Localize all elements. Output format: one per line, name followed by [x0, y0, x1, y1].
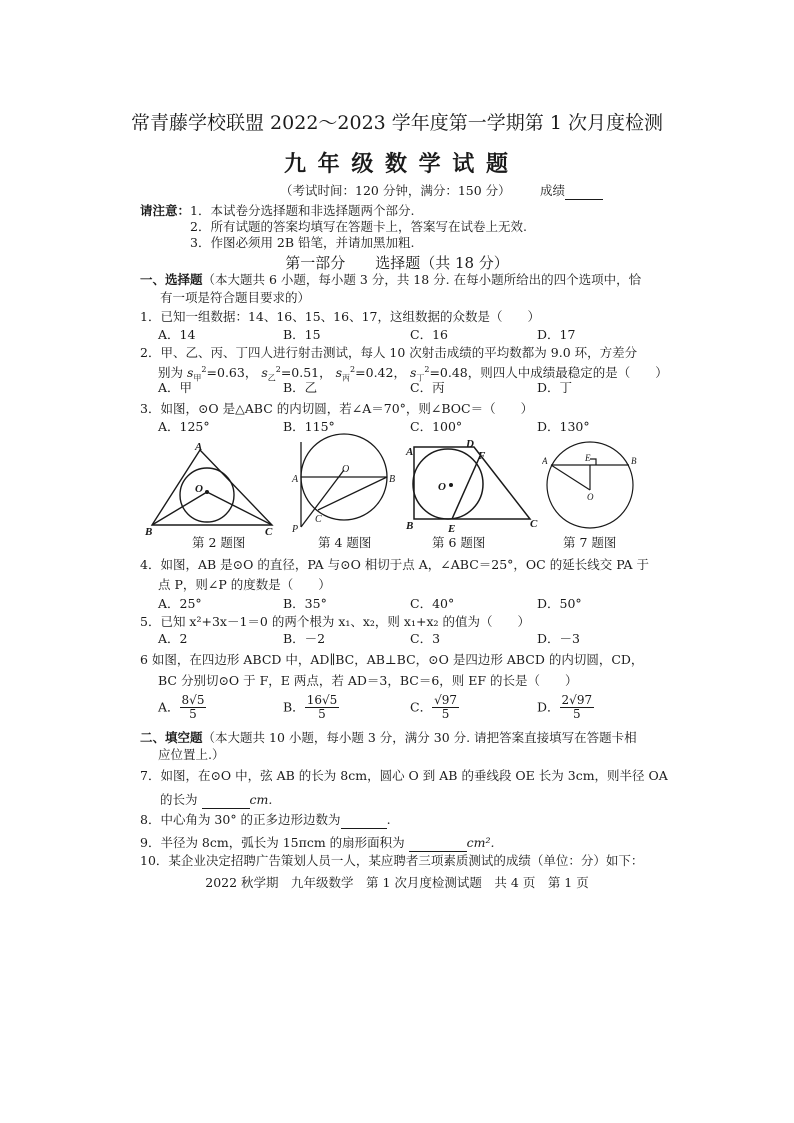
- figure-caption: 第 2 题图: [192, 535, 246, 550]
- option: [410, 694, 459, 721]
- var-sq: 2: [275, 365, 281, 374]
- figure-caption: 第 4 题图: [318, 535, 372, 550]
- q1-stem: 1．已知一组数据：14、16、15、16、17，这组数据的众数是（ ）: [140, 309, 540, 324]
- q6-stem: 6 如图，在四边形 ABCD 中，AD∥BC，AB⊥BC，⊙O 是四边形 ABCD 的内切圆，CD，: [140, 652, 644, 667]
- q9-stem: [140, 835, 494, 852]
- option-letter: D．: [537, 699, 560, 715]
- option: D．丁: [537, 380, 573, 395]
- section-label: 二、填空题: [140, 730, 203, 745]
- q9-unit: cm².: [466, 835, 495, 850]
- option: B．15: [283, 327, 321, 342]
- q5-stem: 5．已知 x²+3x－1＝0 的两个根为 x₁、x₂，则 x₁+x₂ 的值为（ ）: [140, 614, 530, 629]
- fraction: [432, 694, 459, 721]
- label-o: O: [342, 464, 350, 475]
- incircle: [180, 468, 234, 522]
- option-letter: A．: [158, 699, 180, 715]
- q10-stem: 10．某企业决定招聘广告策划人员一人，某应聘者三项素质测试的成绩（单位：分）如下：: [140, 853, 644, 868]
- q8-stem: [140, 812, 391, 829]
- figure-caption: 第 6 题图: [432, 535, 486, 550]
- answer-blank: [341, 812, 387, 829]
- q2-prefix: 别为: [158, 365, 184, 381]
- option: A．甲: [158, 380, 193, 395]
- label-f: F: [478, 450, 486, 462]
- option-letter: C．: [410, 699, 433, 715]
- fraction-denominator: 5: [441, 707, 450, 721]
- right-angle-mark: [590, 459, 596, 465]
- option: C．丙: [410, 380, 445, 395]
- option: [158, 694, 206, 721]
- part1-section: [140, 272, 641, 288]
- var-sub: 丁: [416, 373, 425, 383]
- label-c: C: [265, 526, 273, 538]
- option: A．2: [158, 631, 188, 646]
- option: A．25°: [158, 596, 202, 611]
- label-a: A: [292, 474, 299, 485]
- fraction-numerator: √97: [434, 693, 457, 707]
- label-a: A: [195, 441, 203, 453]
- fraction-denominator: 5: [318, 707, 326, 721]
- option: B．－2: [283, 631, 326, 646]
- option: D．－3: [537, 631, 580, 646]
- answer-blank: [409, 835, 467, 852]
- q7-text: 的长为: [160, 792, 198, 807]
- option: B．115°: [283, 419, 335, 434]
- fraction: [305, 694, 340, 721]
- var-sq: 2: [350, 365, 356, 374]
- q3-stem: 3．如图，⊙O 是△ABC 的内切圆，若∠A＝70°，则∠BOC＝（ ）: [140, 401, 534, 416]
- q4-stem-cont: 点 P，则∠P 的度数是（ ）: [158, 577, 331, 592]
- figure-4: [288, 432, 400, 542]
- q6-stem-cont: BC 分别切⊙O 于 F，E 两点，若 AD＝3，BC＝6，则 EF 的长是（ ）: [158, 673, 578, 688]
- option: A．14: [158, 327, 196, 342]
- var-symbol: s: [335, 365, 343, 381]
- label-a: A: [542, 456, 548, 466]
- q4-stem: 4．如图，AB 是⊙O 的直径，PA 与⊙O 相切于点 A，∠ABC＝25°，OC 的延长线交 PA 于: [140, 557, 649, 572]
- var-sub: 甲: [193, 373, 202, 383]
- q7-unit: cm.: [249, 792, 273, 807]
- exam-title: 九 年 级 数 学 试 题: [284, 152, 510, 177]
- note-item: 2．所有试题的答案均填写在答题卡上，答案写在试卷上无效.: [190, 219, 527, 234]
- label-o: O: [587, 492, 594, 502]
- option: [537, 694, 594, 721]
- label-d: D: [466, 438, 474, 450]
- section-desc-cont: 有一项是符合题目要求的）: [160, 290, 311, 305]
- answer-blank: [202, 792, 250, 809]
- var-value: =0.48，则四人中成绩最稳定的是（ ）: [429, 365, 668, 381]
- part1-heading: 第一部分 选择题（共 18 分）: [285, 254, 509, 272]
- label-p: P: [292, 524, 299, 535]
- label-c: C: [530, 518, 538, 530]
- score-label-text: 成绩: [540, 183, 566, 198]
- option: B．35°: [283, 596, 327, 611]
- option: D．130°: [537, 419, 590, 434]
- exam-info: （考试时间：120 分钟，满分：150 分）: [280, 183, 511, 198]
- option: D．17: [537, 327, 576, 342]
- fraction-numerator: 2√97: [561, 693, 593, 707]
- var-symbol: s: [187, 365, 194, 381]
- q2-stem: 2．甲、乙、丙、丁四人进行射击测试，每人 10 次射击成绩的平均数都为 9.0 环，方差分: [140, 345, 638, 360]
- label-b: B: [389, 474, 396, 485]
- option-letter: B．: [283, 699, 305, 715]
- fraction-denominator: 5: [189, 707, 197, 721]
- segment-ef: [452, 456, 480, 519]
- note-item: 1．本试卷分选择题和非选择题两个部分.: [190, 203, 415, 218]
- q9-text: 9．半径为 8cm，弧长为 15πcm 的扇形面积为: [140, 835, 405, 850]
- q8-end: .: [386, 812, 391, 827]
- notes-label: 请注意：: [140, 203, 191, 218]
- label-c: C: [315, 514, 322, 525]
- var-sq: 2: [424, 365, 430, 374]
- figure-2: [140, 440, 285, 550]
- label-o: O: [438, 481, 446, 493]
- section-desc: （本大题共 10 小题，每小题 3 分，满分 30 分. 请把答案直接填写在答题卡相: [202, 730, 637, 745]
- q7-stem: 7．如图，在⊙O 中，弦 AB 的长为 8cm，圆心 O 到 AB 的垂线段 OE 长为 3cm，则半径 OA: [140, 768, 668, 783]
- score-blank: [565, 183, 603, 200]
- figure-caption: 第 7 题图: [563, 535, 617, 550]
- incircle: [413, 449, 483, 519]
- center-dot: [205, 490, 209, 494]
- q8-text: 8．中心角为 30° 的正多边形边数为: [140, 812, 341, 827]
- var-sq: 2: [201, 365, 207, 374]
- label-e: E: [585, 453, 591, 463]
- option: C．100°: [410, 419, 463, 434]
- var-symbol: s: [261, 365, 268, 381]
- q7-stem-cont: [160, 792, 272, 809]
- label-b: B: [631, 456, 637, 466]
- center-dot: [449, 483, 453, 487]
- label-b: B: [145, 526, 153, 538]
- label-o: O: [195, 483, 203, 495]
- fraction: [560, 694, 595, 721]
- var-symbol: s: [409, 365, 417, 381]
- label-a: A: [406, 446, 414, 458]
- option: B．乙: [283, 380, 318, 395]
- var-sub: 乙: [267, 373, 276, 383]
- option: [283, 694, 339, 721]
- option: A．125°: [158, 419, 210, 434]
- page-footer: 2022 秋学期 九年级数学 第 1 次月度检测试题 共 4 页 第 1 页: [205, 875, 589, 890]
- fraction-numerator: 8√5: [181, 693, 205, 707]
- note-item: 3．作图必须用 2B 铅笔，并请加黑加粗.: [190, 235, 415, 250]
- figure-7: [542, 440, 642, 535]
- var-value: =0.51，: [280, 365, 332, 381]
- label-e: E: [448, 523, 456, 535]
- var-sub: 丙: [342, 373, 351, 383]
- fraction-numerator: 16√5: [306, 693, 338, 707]
- option: C．40°: [410, 596, 455, 611]
- score-label: [540, 183, 603, 200]
- var-value: =0.42，: [355, 365, 406, 381]
- exam-header: 常青藤学校联盟 2022～2023 学年度第一学期第 1 次月度检测: [131, 112, 663, 134]
- fraction-denominator: 5: [572, 707, 581, 721]
- section-desc: （本大题共 6 小题，每小题 3 分，共 18 分. 在每小题所给出的四个选项中，恰: [202, 272, 642, 287]
- figure-6: [402, 437, 547, 537]
- option: C．3: [410, 631, 441, 646]
- section-label: 一、选择题: [140, 272, 203, 287]
- option: C．16: [410, 327, 448, 342]
- section-desc-cont: 应位置上.）: [158, 747, 225, 762]
- option: D．50°: [537, 596, 582, 611]
- var-value: =0.63，: [206, 365, 258, 381]
- segment-oa: [551, 465, 590, 490]
- label-b: B: [406, 520, 414, 532]
- fraction: [180, 694, 207, 721]
- part2-section: [140, 730, 637, 746]
